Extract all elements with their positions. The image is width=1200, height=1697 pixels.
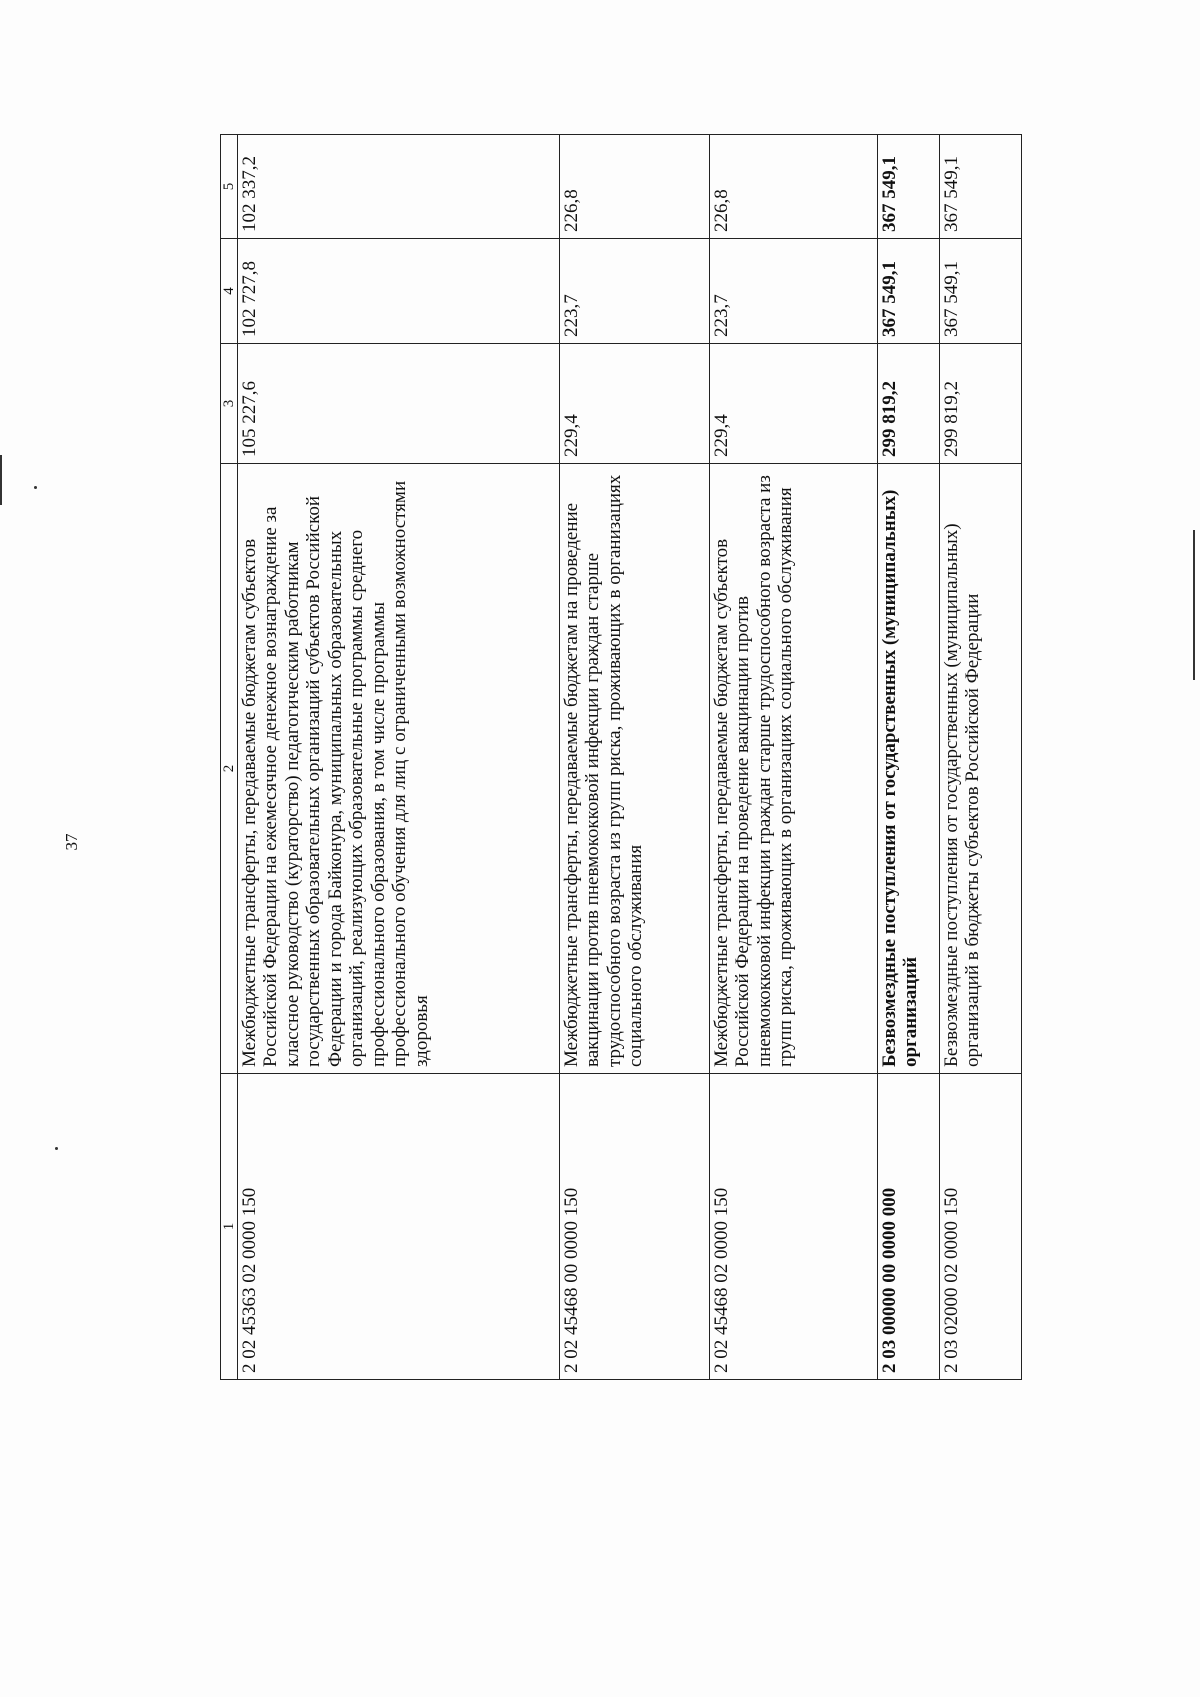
table-row-total [878, 135, 940, 1380]
value-col-4: 102 727,8 [238, 239, 560, 344]
budget-code: 2 03 00000 00 0000 000 [878, 1074, 940, 1380]
value-col-5: 226,8 [710, 135, 878, 239]
value-col-5: 102 337,2 [238, 135, 560, 239]
budget-code: 2 02 45363 02 0000 150 [238, 1074, 560, 1380]
page-number: 37 [62, 833, 81, 851]
value-col-3: 105 227,6 [238, 344, 560, 464]
budget-item-name: Безвозмездные поступления от государственных (муниципальных) организаций в бюджеты субъектов Российской Федерации [940, 464, 1022, 1074]
rotated-table-container [220, 135, 1065, 1380]
value-col-4: 223,7 [560, 239, 710, 344]
column-header: 2 [221, 464, 238, 1074]
budget-item-name: Межбюджетные трансферты, передаваемые бюджетам субъектов Российской Федерации на проведение вакцинации против пневмококковой инфекции граждан старше трудоспособного возраста из групп риска, проживающих в организациях социального обслуживания [710, 464, 878, 1074]
value-col-3: 299 819,2 [940, 344, 1022, 464]
table-row [940, 135, 1022, 1380]
scan-edge-line [0, 455, 2, 505]
value-col-3: 229,4 [710, 344, 878, 464]
budget-item-name: Межбюджетные трансферты, передаваемые бюджетам субъектов Российской Федерации на ежемесячное денежное вознаграждение за классное руководство (кураторство) педагогическим работникам государственных образовательных организаций субъектов Российской Федерации и города Байконура, муниципальных образовательных организаций, реализующих образовательные программы среднего профессионального образования, в том числе программы профессионального обучения для лиц с ограниченными возможностями здоровья [238, 464, 560, 1074]
value-col-4: 367 549,1 [940, 239, 1022, 344]
column-header: 3 [221, 344, 238, 464]
column-header: 1 [221, 1074, 238, 1380]
value-col-4: 367 549,1 [878, 239, 940, 344]
scan-speck [55, 1147, 58, 1150]
value-col-5: 367 549,1 [878, 135, 940, 239]
value-col-4: 223,7 [710, 239, 878, 344]
column-header: 5 [221, 135, 238, 239]
budget-code: 2 03 02000 02 0000 150 [940, 1074, 1022, 1380]
value-col-5: 367 549,1 [940, 135, 1022, 239]
table-row [710, 135, 878, 1380]
value-col-3: 299 819,2 [878, 344, 940, 464]
value-col-3: 229,4 [560, 344, 710, 464]
value-col-5: 226,8 [560, 135, 710, 239]
column-number-row [221, 135, 238, 1380]
budget-code: 2 02 45468 00 0000 150 [560, 1074, 710, 1380]
column-header: 4 [221, 239, 238, 344]
budget-code: 2 02 45468 02 0000 150 [710, 1074, 878, 1380]
scan-speck [34, 486, 37, 489]
budget-table [220, 134, 1022, 1380]
budget-item-name: Межбюджетные трансферты, передаваемые бюджетам на проведение вакцинации против пневмококковой инфекции граждан старше трудоспособного возраста из групп риска, проживающих в организациях социального обслуживания [560, 464, 710, 1074]
table-row [238, 135, 560, 1380]
table-row [560, 135, 710, 1380]
budget-item-name: Безвозмездные поступления от государственных (муниципальных) организаций [878, 464, 940, 1074]
scan-edge-line [1193, 530, 1195, 680]
